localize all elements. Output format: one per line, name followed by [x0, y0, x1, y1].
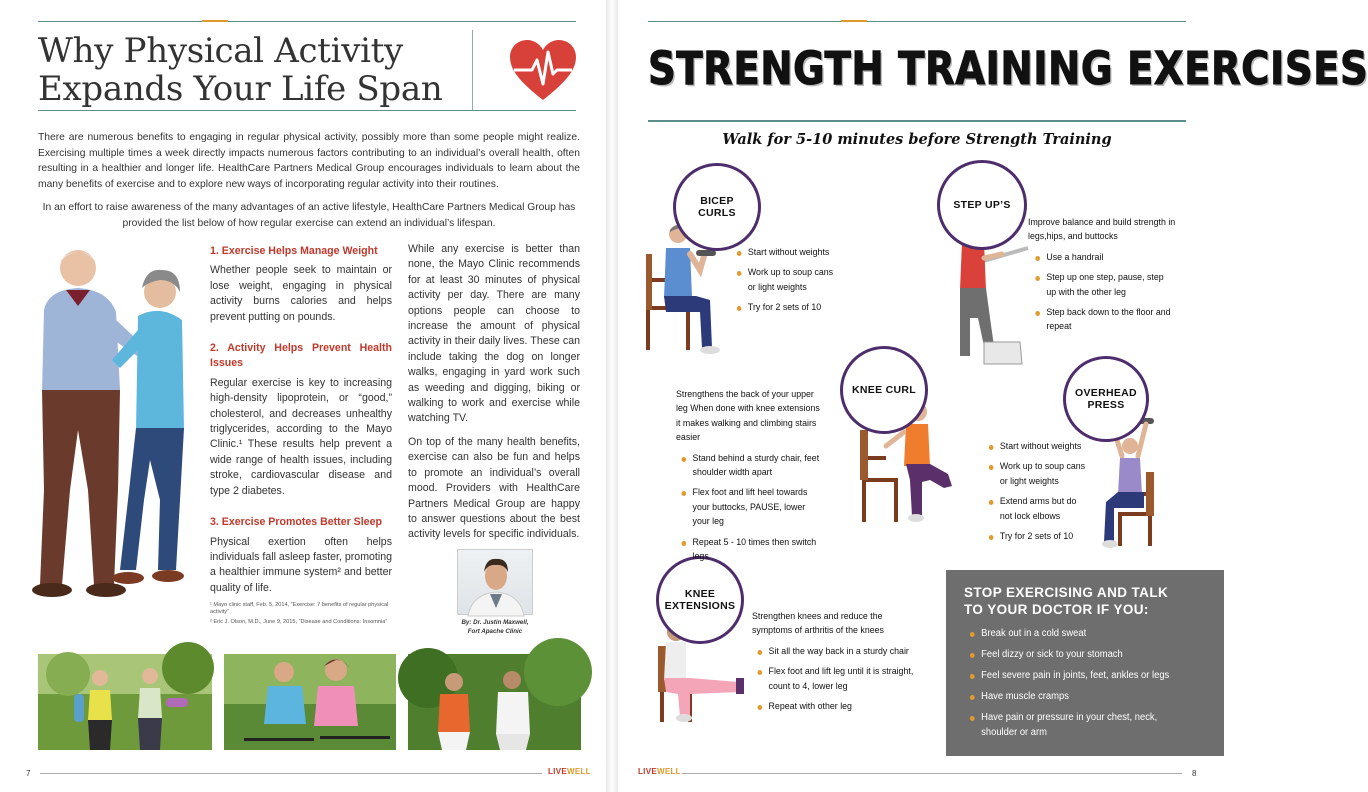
column-b-paragraph-2: On top of the many health benefits, exercise can also be fun and helps to promote an individual’s overall mood. Providers with HealthCare Partners Medical Group are happy to answer questions about the best activity levels for specific individuals.	[408, 435, 580, 541]
section-heading-2: 2. Activity Helps Prevent Health Issues	[210, 342, 392, 370]
heart-ekg-icon	[510, 40, 576, 102]
section-heading-1: 1. Exercise Helps Manage Weight	[210, 245, 378, 257]
stop-item-2: Feel dizzy or sick to your stomach	[968, 648, 1194, 663]
knee-curl-instructions	[676, 388, 823, 570]
left-page-number: 7	[26, 769, 31, 778]
overhead-bullet-1: Start without weights	[987, 440, 1088, 454]
overhead-press-badge	[1063, 356, 1149, 442]
stop-item-5: Have pain or pressure in your chest, neck, shoulder or arm	[968, 711, 1194, 740]
intro-paragraph-2: In an effort to raise awareness of the many advantages of an active lifestyle, HealthCare Partners Medical Group has provided the list below of how regular exercise can extend an individual’s lifespan.	[42, 202, 576, 229]
knee-extensions-label-2: EXTENSIONS	[664, 600, 736, 612]
stop-heading-line-1: STOP EXERCISING AND TALK	[964, 585, 1169, 600]
strength-title-underline	[648, 120, 1186, 122]
right-footer-brand	[638, 767, 681, 776]
author-clinic: Fort Apache Clinic	[467, 628, 523, 635]
stop-item-1: Break out in a cold sweat	[968, 627, 1194, 642]
stop-exercising-heading	[964, 584, 1204, 618]
overhead-bullet-2: Work up to soup cans or light weights	[987, 460, 1088, 489]
stop-item-3: Feel severe pain in joints, feet, ankles or legs	[968, 669, 1194, 684]
brand-well: WELL	[656, 767, 681, 776]
knee-curl-label: KNEE CURL	[852, 384, 916, 396]
knee-extensions-instructions	[752, 610, 918, 720]
section-body-2: Regular exercise is key to increasing high-density lipoprotein, or “good,” cholesterol, and decreases unhealthy triglycerides, according to the Mayo Clinic.¹ These results help prevent a wide range of health issues, including stroke, cardiovascular disease and type 2 diabetes.	[210, 376, 392, 497]
left-footer-rule	[40, 773, 542, 774]
article-column-a	[210, 244, 392, 612]
author-caption	[440, 618, 550, 636]
bicep-curls-label-1: BICEP	[700, 195, 734, 207]
left-footer-brand	[548, 767, 591, 776]
overhead-bullet-3: Extend arms but do not lock elbows	[987, 495, 1088, 524]
intro-paragraph-1: There are numerous benefits to engaging in regular physical activity, possibly more than some people might realize. Exercising multiple times a week directly impacts numerous factors contributing to an individual’s overall health, often resulting in a healthier and longer life. HealthCare Partners Medical Group encourages individuals to learn about the many benefits of exercise and to explore new ways of incorporating regular activity into their routines.	[38, 132, 580, 190]
right-top-accent	[841, 20, 867, 22]
stop-warning-list	[968, 627, 1194, 747]
stepup-bullet-2: Step up one step, pause, step up with the other leg	[1034, 271, 1176, 300]
article-column-b	[408, 242, 580, 551]
knee-curl-badge	[840, 346, 928, 434]
knee-extensions-label-1: KNEE	[684, 588, 716, 600]
stepup-bullet-1: Use a handrail	[1034, 251, 1176, 265]
dancing-couple-photo	[28, 240, 200, 610]
title-underline	[38, 110, 576, 111]
spread-gutter	[606, 0, 618, 792]
bicep-bullet-2: Work up to soup cans or light weights	[735, 266, 836, 295]
footnote-1: ¹ Mayo clinic staff, Feb. 5, 2014, “Exercise: 7 benefits of regular physical activity”	[210, 602, 389, 616]
step-ups-instructions	[1028, 216, 1175, 341]
bicep-curls-label-2: CURLS	[698, 207, 736, 219]
title-divider	[472, 30, 473, 110]
overhead-press-label-2: PRESS	[1087, 399, 1125, 411]
bicep-curls-badge	[673, 163, 761, 251]
knee-curl-intro: Strengthens the back of your upper leg When done with knee extensions it makes walking and climbing stairs easier	[676, 389, 820, 444]
doctor-portrait-image	[458, 550, 534, 616]
left-top-accent	[202, 20, 228, 22]
stop-heading-line-2: TO YOUR DOCTOR IF YOU:	[964, 602, 1149, 617]
knee-extensions-intro: Strengthen knees and reduce the symptoms of arthritis of the knees	[752, 611, 884, 637]
article-title-line2: Expands Your Life Span	[38, 69, 443, 109]
author-name: By: Dr. Justin Maxwell,	[461, 619, 529, 626]
stop-item-4: Have muscle cramps	[968, 690, 1194, 705]
kneecurl-bullet-1: Stand behind a sturdy chair, feet shoulder width apart	[680, 452, 824, 481]
footnotes	[210, 602, 392, 630]
article-title-line1: Why Physical Activity	[38, 31, 403, 71]
column-b-paragraph-1: While any exercise is better than none, the Mayo Clinic recommends for at least 30 minutes of physical activity per day. There are many options people can choose to increase the amount of physical activity in their daily lives. These can include taking the dog on longer walks, engaging in yard work such as weeding and digging, biking or walking to work and exercise while watching TV.	[408, 243, 580, 425]
right-footer-rule	[682, 773, 1182, 774]
kneeext-bullet-1: Sit all the way back in a sturdy chair	[756, 645, 918, 659]
strength-title: STRENGTH TRAINING EXERCISES	[648, 42, 1368, 95]
brand-live: LIVE	[638, 767, 657, 776]
right-top-rule	[648, 21, 1186, 22]
left-top-rule	[38, 21, 576, 22]
section-body-1: Whether people seek to maintain or lose weight, engaging in physical activity burns calories and helps prevent putting on pounds.	[210, 264, 392, 323]
couple-jogging-photo	[408, 654, 581, 750]
section-body-3: Physical exertion often helps individuals fall asleep faster, promoting a healthier immune system² and better quality of life.	[210, 535, 392, 594]
kneecurl-bullet-3: Repeat 5 - 10 times then switch legs	[680, 536, 824, 565]
brand-well: WELL	[566, 767, 591, 776]
footnote-2: ² Eric J. Olson, M.D., June 9, 2015, “Disease and Conditions: Insomnia”	[210, 619, 388, 626]
brand-live: LIVE	[548, 767, 567, 776]
author-photo	[457, 549, 533, 615]
stepup-bullet-3: Step back down to the floor and repeat	[1034, 306, 1176, 335]
overhead-press-label-1: OVERHEAD	[1075, 387, 1137, 399]
overhead-press-instructions	[987, 440, 1088, 550]
article-title	[38, 32, 458, 108]
warmup-subtitle: Walk for 5-10 minutes before Strength Training	[722, 131, 1112, 148]
kneeext-bullet-2: Flex foot and lift leg until it is straight, count to 4, lower leg	[756, 665, 918, 694]
kneecurl-bullet-2: Flex foot and lift heel towards your buttocks, PAUSE, lower your leg	[680, 486, 824, 529]
step-ups-intro: Improve balance and build strength in legs,hips, and buttocks	[1028, 217, 1176, 243]
bicep-bullet-1: Start without weights	[735, 246, 836, 260]
overhead-bullet-4: Try for 2 sets of 10	[987, 530, 1088, 544]
step-ups-badge	[937, 160, 1027, 250]
step-ups-label: STEP UP’S	[953, 199, 1011, 211]
women-walking-photo	[38, 654, 212, 750]
kneeext-bullet-3: Repeat with other leg	[756, 700, 918, 714]
couple-bicycling-photo	[224, 654, 396, 750]
bicep-curls-instructions	[735, 246, 836, 322]
bicep-bullet-3: Try for 2 sets of 10	[735, 301, 836, 315]
section-heading-3: 3. Exercise Promotes Better Sleep	[210, 516, 382, 529]
right-page-number: 8	[1192, 769, 1197, 778]
